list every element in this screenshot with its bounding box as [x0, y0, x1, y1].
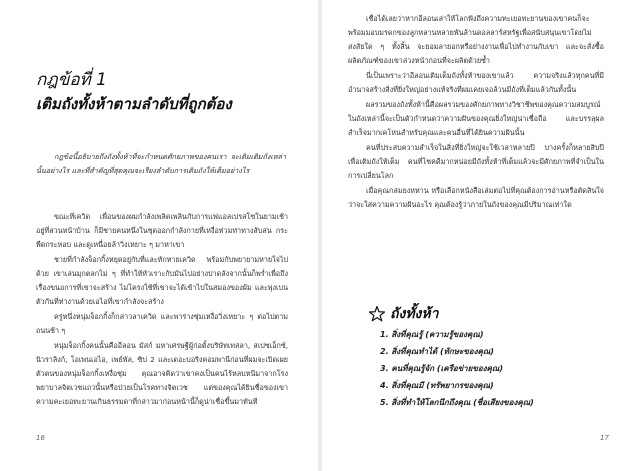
chapter-label: กฎข้อที่ 1 [36, 70, 107, 90]
chapter-intro [36, 150, 286, 179]
paragraph: นี่เป็นเพราะว่าอีลอนเติมเต็มถังทั้งห้าของเขาแล้ว ความจริงแล้วทุกคนที่มีอำนาจสร้างสิ่งที่ยิ่งใหญ่อย่างแท้จริงที่ผมเคยเจอล้วนมีถังที่เต็มแล้วกันทั้งนั้น [348, 71, 604, 94]
paragraph: เชื่อได้เลยว่าหากอีลอนเล่าให้โลกฟังถึงความทะเยอทะยานของเขาคนก็จะพร้อมมอบมรดกของลูกหลานหลายพันล้านดอลลาร์สหรัฐเพื่อสนับสนุนเขาโดยไม่สงสัยใด ๆ ทั้งสิ้น จะยอมลายอกหรือย่างงานเพื่อไปทำงานกับเขา และจะสั่งซื้อผลิตภัณฑ์ของเขาล่วงหน้าก่อนที่จะผลิตด้วยซ้ำ [348, 14, 604, 65]
paragraph: ขณะที่เควิด เพื่อนของผมกำลังเพลิดเพลินกับการแฟแอลเปรสโซในยามเช้าอยู่ที่สวนหน้าบ้าน ก็มีชายคนหนึ่งในชุดออกกำลังกายที่เหงื่อท่วมท่าทางสับสน กระพืดกระหอบ และดูเหนื่อยล้าวิ่งเหยาะ ๆ มาหาเขา [36, 212, 288, 249]
tips-heading-text: ถังทั้งห้า [390, 306, 439, 322]
paragraph: คนที่ประสบความสำเร็จในสิ่งที่ยิ่งใหญ่จะใช้เวลาหลายปี บางครั้งก็หลายสิบปีเพื่อเติมถังให้เต็ม คนที่โชคดีมากหน่อยมีถังทั้งห้าที่เต็มแล้วจะมีศักยภาพที่จำเป็นในการเปลี่ยนโลก [348, 143, 604, 180]
right-page [320, 0, 640, 471]
right-body-text [348, 12, 604, 213]
left-body-text [36, 210, 288, 410]
page-number-left: 16 [36, 434, 45, 442]
list-item: 5. สิ่งที่ทำให้โลกนึกถึงคุณ (ชื่อเสียงของคุณ) [380, 398, 534, 407]
paragraph: ครู่หนึ่งหนุ่มจ็อกกิ้งก็กล่าวลาเควิด และพาร่างชุ่มเหงื่อวิ่งเหยาะ ๆ ต่อไปตามถนนช้า ๆ [36, 312, 288, 335]
list-item: 2. สิ่งที่คุณทำได้ (ทักษะของคุณ) [380, 347, 494, 356]
paragraph: ผลรวมของถังทั้งห้านี้คือผลรวมของศักยภาพทางวิชาชีพของคุณความสมบูรณ์ในถังเหล่านี้จะเป็นตัวกำหนดว่าความฝันของคุณยิ่งใหญ่น่าเชื่อถือ และบรรลุผลสำเร็จมากเคโหนสำหรับคุณและคนอื่นที่ได้ยินความฝันนั้น [348, 100, 604, 137]
paragraph: ชายที่กำลังจ็อกกิ้งหยุดอยู่กับที่และทักทายเควิด พร้อมกับพยายามหายใจไปด้วย เขาเล่นมุกตลกไม่ ๆ ที่ทำให้หัวเราะกับมันไปอย่างปาดลังจากนั้นก็พร่ำเพื่อถึงเรื่องขนอการที่เขาจะสร้าง ไม่โครงใช้ที่เขาจะได้เข้าไปในสมองของผ้ม และพุ่งเบนตัวกันที่ท่างานด้วยเอไอที่เขากำลังจะสร้าง [36, 255, 288, 306]
list-item: 1. สิ่งที่คุณรู้ (ความรู้ของคุณ) [380, 330, 484, 339]
intro-paragraph: กฎข้อนี้อธิบายถึงถังทั้งห้าที่จะกำหนดศักยภาพของคนเรา จะเติมเติมถังเหล่านั้นอย่างไร และที่สำคัญที่สุดคุณจะเรียงลำดับการเติมถังให้เต็มอย่างไร [36, 152, 286, 175]
list-item: 4. สิ่งที่คุณมี (ทรัพยากรของคุณ) [380, 381, 494, 390]
tips-heading [368, 303, 438, 325]
paragraph: หนุ่มจ็อกกิ้งคนนั้นคืออีลอน มัสก์ มหาเศรษฐีผู้ก่อตั้งบริษัทเทสลา, สเปซเอ็กซ์, นิวราลิงก์, โอเพนเอไอ, เพย์พัล, ซิป 2 และเดอะบอริงคอมพานีก่อนที่ผมจะเปิดเผยตัวตนของหนุ่มจ็อกกิ้งเหงื่อชุ่ม คุณอาจคิดว่าเขาคงเป็นคนไร้หลบหนีมาจากโรงพยาบาลจิตเวชแถวนั้นหรือป่วยเป็นโรคทางจิตเวช แต่ของคุณได้ยินชื่อของเขา ความคะเยอทะยานเกินธรรมดาที่กล่าวมาก่อนหน้านี้ก็ดูน่าเชื่อขึ้นมาทันที [36, 341, 288, 406]
list-item: 3. คนที่คุณรู้จัก (เครือข่ายของคุณ) [380, 364, 503, 373]
paragraph: เมื่อคุณกล่มยงหหาน หรือเลือกหนังสือเล่มต่อไปที่คุณต้องการอ่านหรือตัดสินใจว่าจะใส่ความความฝันอะไร คุณต้องรู้ว่าภายในถังของคุณมีปริมาณเท่าใด [348, 186, 604, 209]
star-icon [368, 305, 386, 323]
buckets-list [380, 326, 534, 411]
page-number-right: 17 [600, 434, 609, 442]
chapter-title: เติมถังทั้งห้าตามลำดับที่ถูกต้อง [36, 95, 232, 113]
